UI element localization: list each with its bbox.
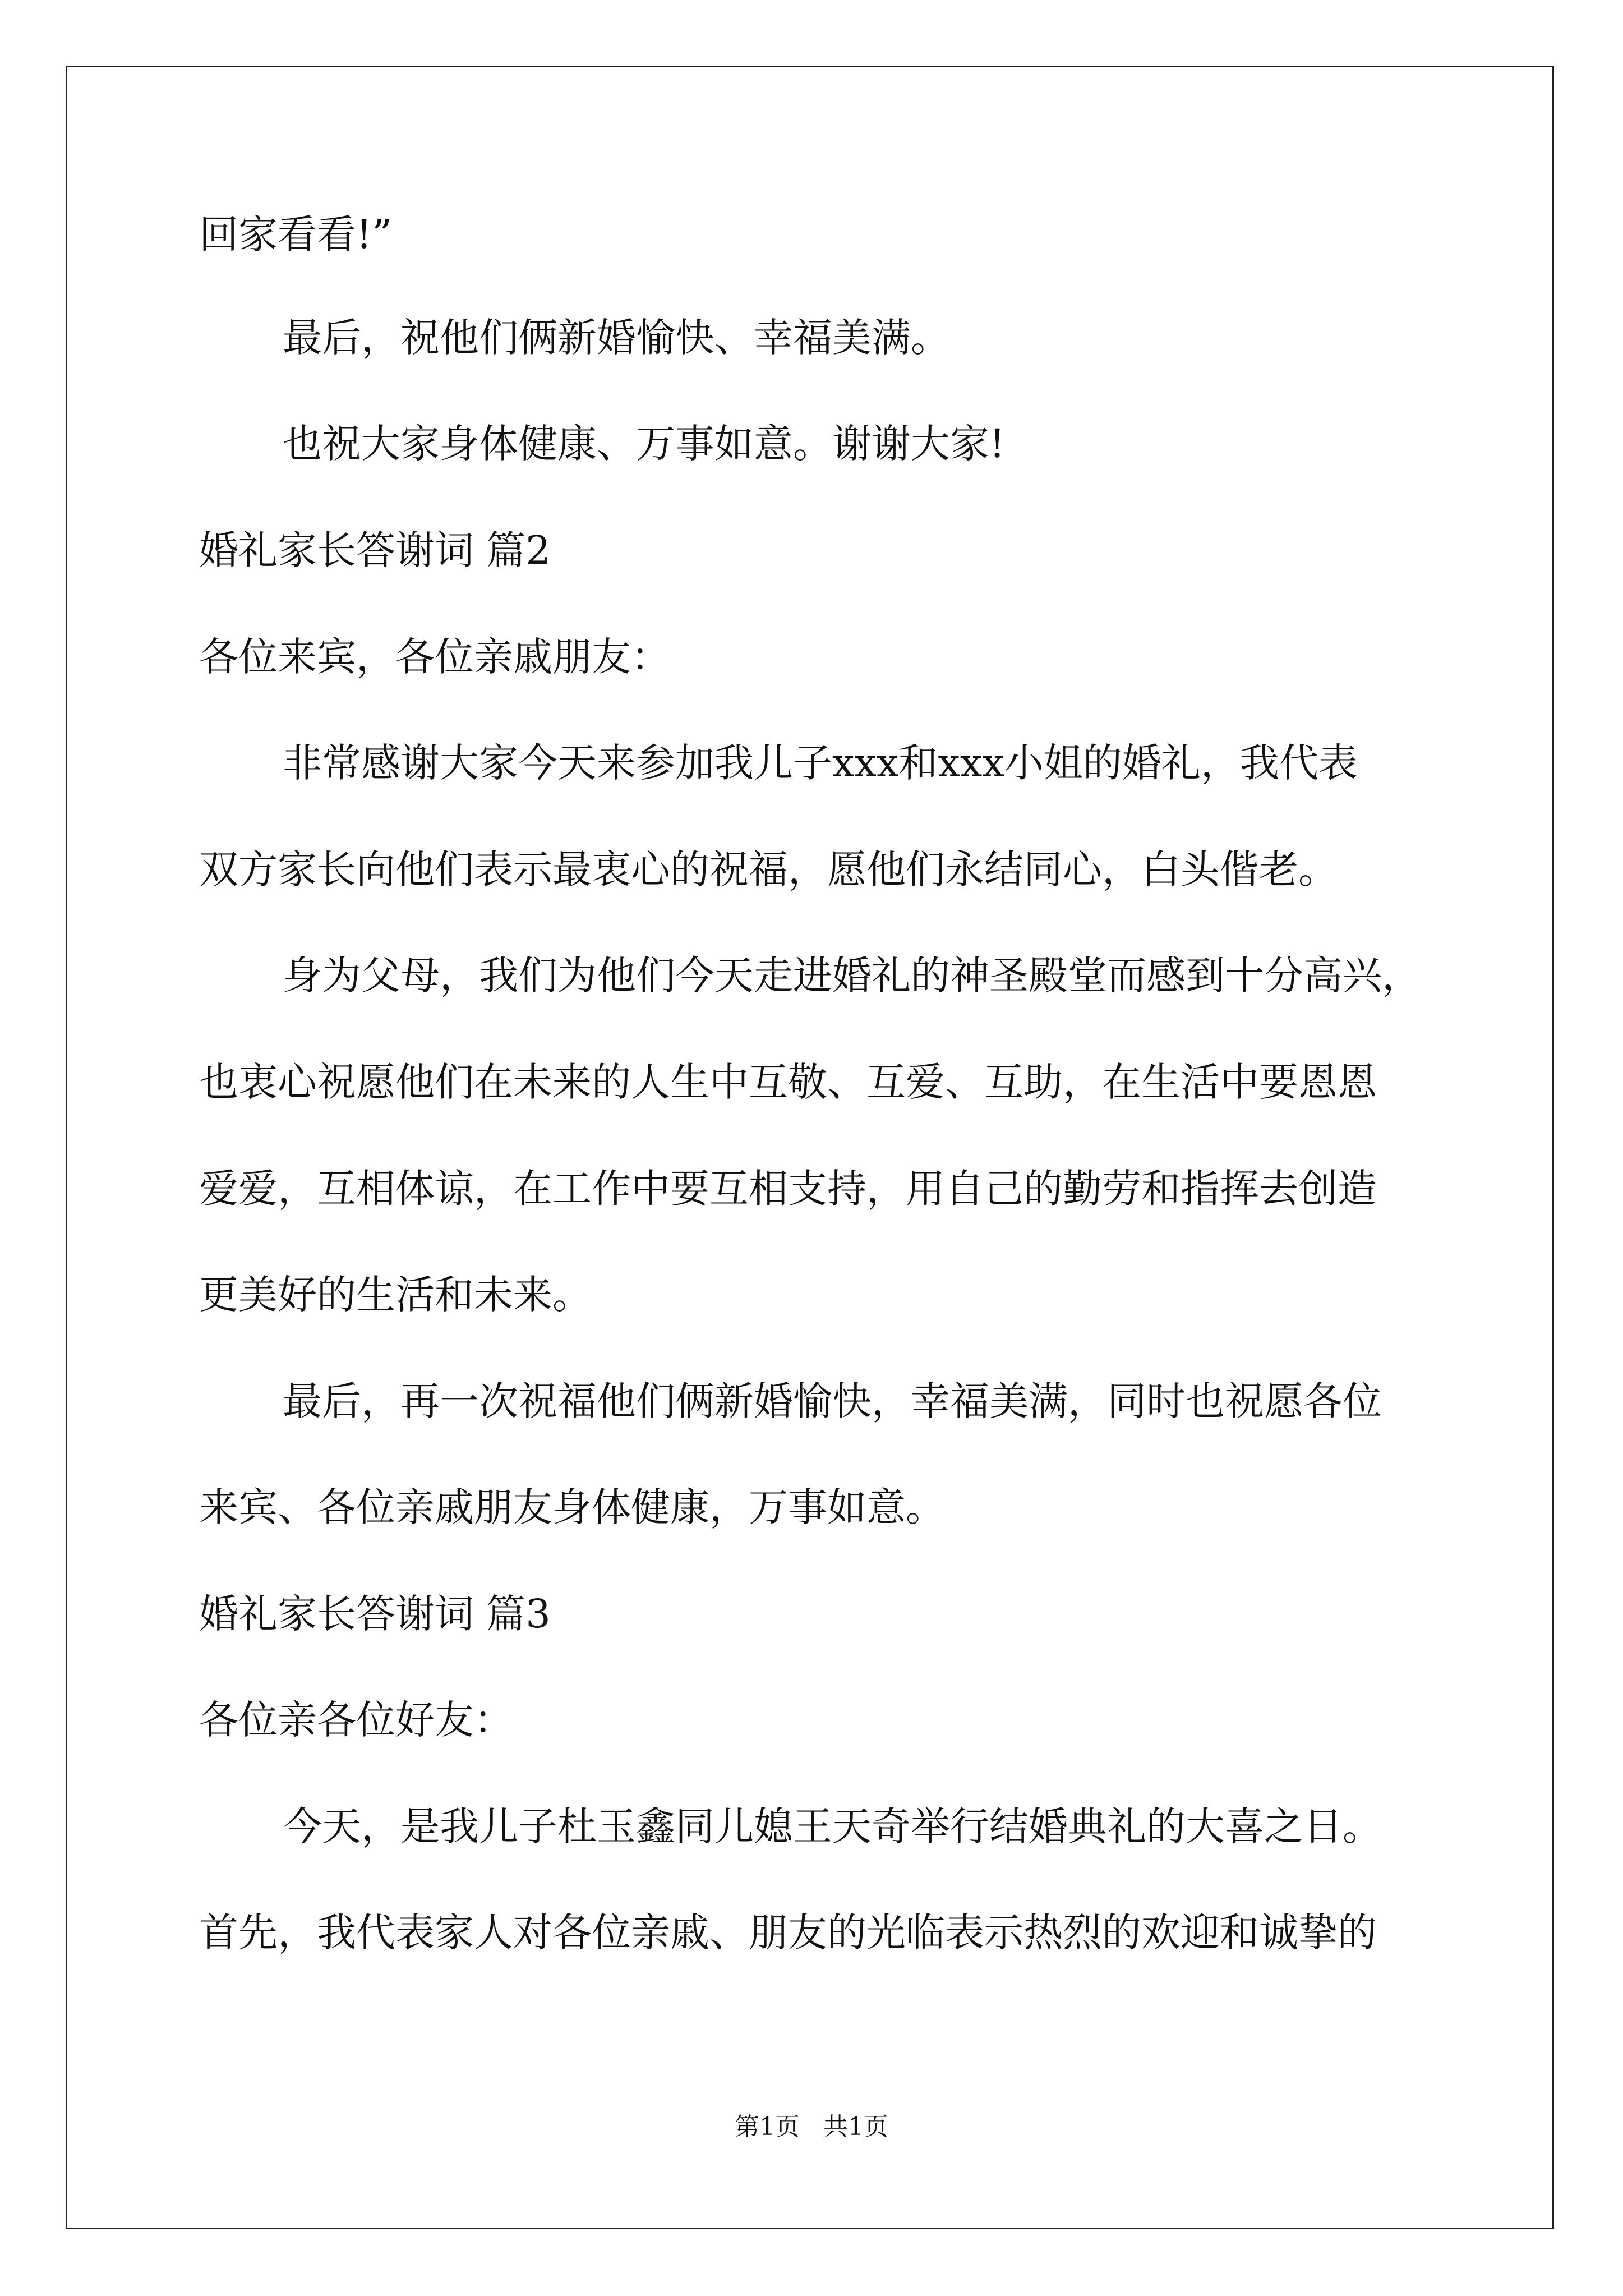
section-heading: 婚礼家长答谢词 篇2 (199, 527, 551, 573)
text-line: 今天，是我儿子杜玉鑫同儿媳王天奇举行结婚典礼的大喜之日。 (283, 1803, 1382, 1849)
salutation: 各位来宾，各位亲戚朋友： (199, 634, 670, 680)
salutation: 各位亲各位好友： (199, 1697, 513, 1743)
section-heading: 婚礼家长答谢词 篇3 (199, 1591, 551, 1637)
text-line: 来宾、各位亲戚朋友身体健康，万事如意。 (199, 1484, 945, 1530)
text-line: 最后，再一次祝福他们俩新婚愉快，幸福美满，同时也祝愿各位 (283, 1378, 1382, 1424)
text-line: 也衷心祝愿他们在未来的人生中互敬、互爱、互助，在生活中要恩恩 (199, 1059, 1377, 1105)
text-line: 最后，祝他们俩新婚愉快、幸福美满。 (283, 315, 950, 361)
text-line: 更美好的生活和未来。 (199, 1272, 592, 1318)
text-line: 也祝大家身体健康、万事如意。谢谢大家! (283, 421, 1006, 467)
page-border (66, 66, 1554, 2229)
text-line: 爱爱，互相体谅，在工作中要互相支持，用自己的勤劳和指挥去创造 (199, 1166, 1377, 1212)
text-line: 双方家长向他们表示最衷心的祝福，愿他们永结同心，白头偕老。 (199, 846, 1338, 892)
text-line: 首先，我代表家人对各位亲戚、朋友的光临表示热烈的欢迎和诚挚的 (199, 1910, 1377, 1955)
text-line: 非常感谢大家今天来参加我儿子xxx和xxx小姐的婚礼，我代表 (283, 740, 1358, 786)
text-line: 身为父母，我们为他们今天走进婚礼的神圣殿堂而感到十分高兴， (283, 953, 1421, 999)
text-line: 回家看看!” (199, 211, 392, 257)
page-footer: 第1页 共1页 (735, 2113, 888, 2141)
